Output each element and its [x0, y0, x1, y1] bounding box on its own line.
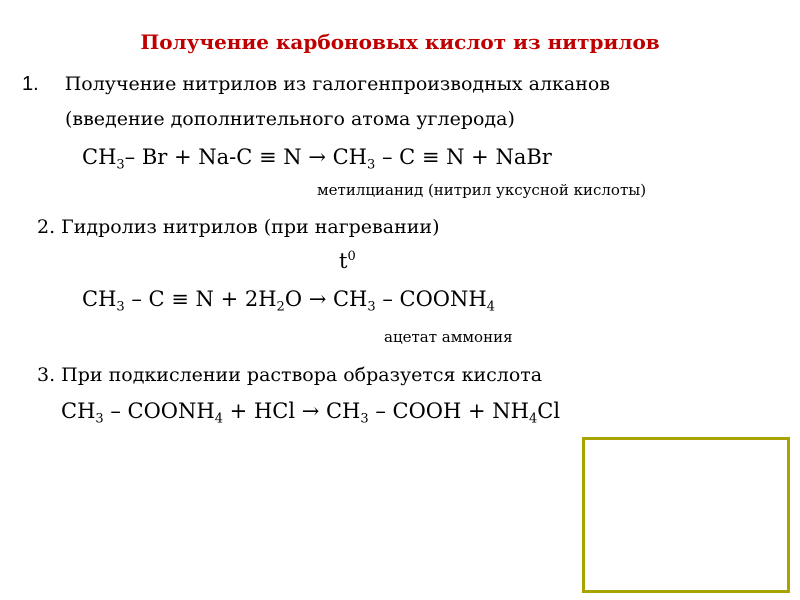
section1-heading-line — [22, 74, 610, 94]
section3-equation: $CH_3$ – $COONH_4$ + HCl → $CH_3$ – COOH + $NH_4Cl$ — [61, 399, 561, 427]
answer-box — [582, 437, 790, 593]
section2-condition: $t^0$ — [339, 249, 356, 273]
section1-equation: $CH_3-$ $Br + Na-C \equiv N \to CH_3 - C \equiv N$ + NaBr — [82, 145, 552, 173]
section1-heading: Получение нитрилов из галогенпроизводных алканов — [64, 73, 611, 95]
section3-heading: 3. При подкислении раствора образуется кислота — [37, 364, 543, 386]
section1-number: 1. — [22, 73, 39, 95]
section1-subheading: (введение дополнительного атома углерода) — [65, 108, 515, 130]
section1-product-note: метилцианид (нитрил уксусной кислоты) — [317, 181, 647, 199]
section2-heading: 2. Гидролиз нитрилов (при нагревании) — [37, 216, 440, 238]
section2-product-note: ацетат аммония — [384, 328, 513, 346]
section2-equation: $CH_3 - C \equiv N + 2H_2O \to CH_3$ – $COONH_4$ — [82, 287, 495, 315]
slide-title: Получение карбоновых кислот из нитрилов — [140, 30, 660, 54]
